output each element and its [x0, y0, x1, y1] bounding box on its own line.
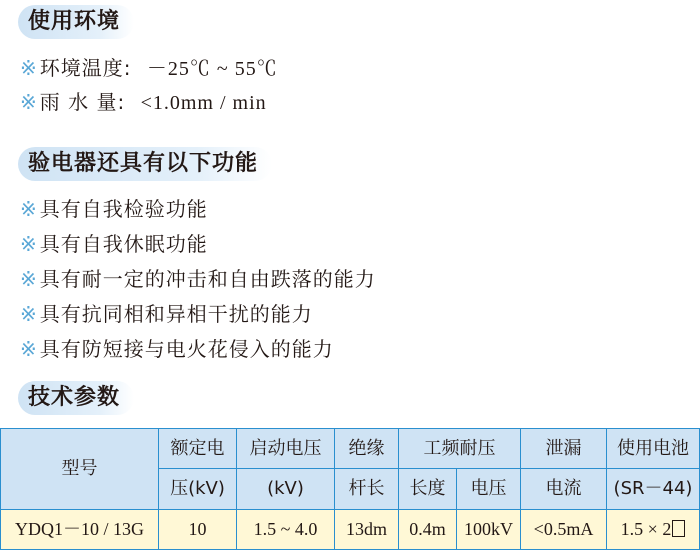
env-item-rainfall	[20, 87, 267, 117]
header-length: 长度	[399, 469, 457, 509]
bullet-mark: ※	[20, 337, 38, 361]
env-item-value: －25℃ ~ 55℃	[146, 58, 278, 80]
cell-rated-voltage: 10	[159, 509, 237, 549]
feature-text: 具有防短接与电火花侵入的能力	[39, 337, 334, 361]
bullet-mark: ※	[20, 302, 38, 326]
header-insulation-bottom: 杆长	[335, 469, 399, 509]
square-box-icon	[672, 520, 685, 537]
section-title-features: 验电器还具有以下功能	[18, 147, 272, 181]
cell-length: 0.4m	[399, 509, 457, 549]
cell-model: YDQ1－10 / 13G	[1, 509, 159, 549]
header-battery-top: 使用电池	[607, 429, 700, 469]
header-leakage-top: 泄漏	[521, 429, 607, 469]
header-rated-voltage-bottom: 压(kV)	[159, 469, 237, 509]
feature-text: 具有抗同相和异相干扰的能力	[39, 302, 313, 326]
cell-insulation: 13dm	[335, 509, 399, 549]
header-start-voltage-bottom: (kV)	[237, 469, 335, 509]
env-item-label: 环境温度:	[39, 56, 132, 80]
cell-start-voltage: 1.5 ~ 4.0	[237, 509, 335, 549]
section-title-specs: 技术参数	[18, 381, 134, 415]
env-item-value: <1.0mm / min	[140, 92, 267, 114]
feature-item	[20, 264, 376, 294]
table-row	[1, 509, 700, 549]
header-voltage: 电压	[457, 469, 521, 509]
header-power-frequency: 工频耐压	[399, 429, 521, 469]
section-title-environment: 使用环境	[18, 5, 134, 39]
header-leakage-bottom: 电流	[521, 469, 607, 509]
header-start-voltage-top: 启动电压	[237, 429, 335, 469]
feature-item	[20, 334, 334, 364]
bullet-mark: ※	[20, 267, 38, 291]
cell-leakage: <0.5mA	[521, 509, 607, 549]
cell-voltage: 100kV	[457, 509, 521, 549]
cell-battery: 1.5 × 2	[607, 509, 700, 549]
feature-text: 具有自我休眠功能	[39, 232, 208, 256]
feature-text: 具有自我检验功能	[39, 197, 208, 221]
header-rated-voltage-top: 额定电	[159, 429, 237, 469]
feature-text: 具有耐一定的冲击和自由跌落的能力	[39, 267, 376, 291]
bullet-mark: ※	[20, 56, 38, 80]
feature-item	[20, 229, 208, 259]
header-insulation-top: 绝缘	[335, 429, 399, 469]
header-model: 型号	[1, 429, 159, 510]
bullet-mark: ※	[20, 232, 38, 256]
bullet-mark: ※	[20, 90, 38, 114]
env-item-label: 雨 水 量:	[39, 90, 126, 114]
env-item-temperature	[20, 53, 278, 83]
feature-item	[20, 299, 313, 329]
header-battery-bottom: (SR－44)	[607, 469, 700, 509]
spec-table	[0, 428, 700, 550]
bullet-mark: ※	[20, 197, 38, 221]
feature-item	[20, 194, 208, 224]
